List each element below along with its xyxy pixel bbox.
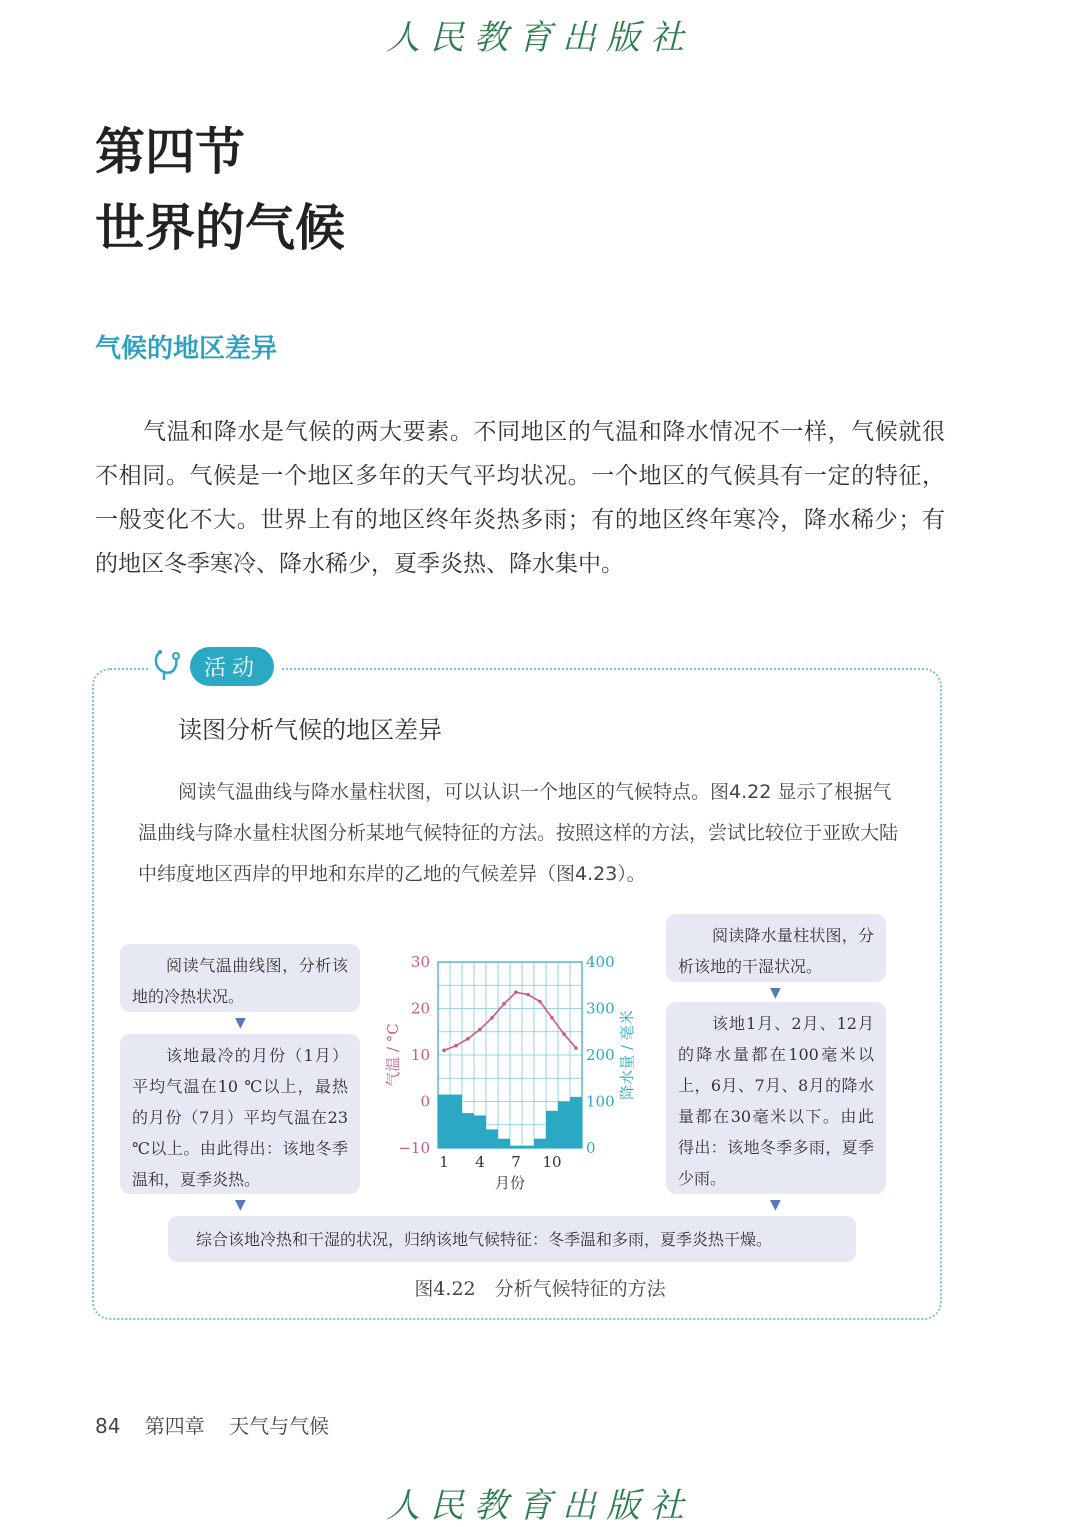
precipitation-bar — [570, 1097, 582, 1148]
stethoscope-icon — [150, 646, 190, 686]
note-text: 综合该地冷热和干湿的状况，归纳该地气候特征：冬季温和多雨，夏季炎热干燥。 — [196, 1230, 773, 1249]
temperature-point — [574, 1046, 578, 1050]
page-footer — [95, 1410, 329, 1439]
temperature-point — [466, 1037, 470, 1041]
chapter-title: 天气与气候 — [229, 1414, 330, 1438]
activity-label: 活动 — [190, 647, 274, 686]
arrow-down-icon: ▼ — [235, 1197, 246, 1213]
chapter-number: 第四章 — [144, 1414, 205, 1438]
temperature-tick-label: 20 — [410, 999, 430, 1018]
precipitation-bar — [462, 1113, 474, 1148]
precipitation-bar — [558, 1102, 570, 1149]
temperature-point — [502, 1002, 506, 1006]
section-title: 世界的气候 — [95, 198, 345, 257]
temperature-point — [562, 1032, 566, 1036]
body-text — [95, 410, 945, 586]
note-climate-summary — [168, 1216, 856, 1262]
month-axis-ticks — [439, 1153, 561, 1171]
temperature-point — [514, 990, 518, 994]
note-text: 阅读气温曲线图，分析该地的冷热状况。 — [132, 956, 348, 1006]
climate-chart — [376, 942, 652, 1202]
temperature-axis-ticks — [398, 953, 430, 1157]
figure-caption: 图4.22 分析气候特征的方法 — [414, 1278, 666, 1300]
precipitation-tick-label: 0 — [586, 1139, 596, 1157]
precipitation-tick-label: 200 — [586, 1046, 615, 1064]
note-text: 阅读降水量柱状图，分析该地的干湿状况。 — [678, 926, 874, 976]
body-paragraph: 气温和降水是气候的两大要素。不同地区的气温和降水情况不一样，气候就很不相同。气候是一个地区多年的天气平均状况。一个地区的气候具有一定的特征，一般变化不大。世界上有的地区终年炎热多雨；有的地区终年寒冷，降水稀少；有的地区冬季寒冷、降水稀少，夏季炎热、降水集中。 — [95, 419, 945, 577]
temperature-tick-label: 10 — [410, 1046, 430, 1064]
x-axis-label: 月份 — [494, 1174, 526, 1192]
temperature-point — [538, 1000, 542, 1004]
activity-title: 读图分析气候的地区差异 — [178, 716, 442, 744]
precipitation-axis-label: 降水量 / 毫米 — [618, 1010, 636, 1100]
note-text: 该地最冷的月份（1月）平均气温在10 ℃以上，最热的月份（7月）平均气温在23 ℃以上。由此得出：该地冬季温和，夏季炎热。 — [132, 1046, 348, 1189]
precipitation-bar — [450, 1095, 462, 1148]
temperature-tick-label: −10 — [398, 1139, 430, 1157]
temperature-tick-label: 30 — [410, 953, 430, 971]
note-precipitation-analysis — [666, 1002, 886, 1194]
precipitation-bar — [486, 1129, 498, 1148]
precipitation-axis-ticks — [586, 953, 615, 1157]
temperature-point — [478, 1028, 482, 1032]
arrow-down-icon: ▼ — [770, 1197, 781, 1213]
arrow-down-icon: ▼ — [235, 1015, 246, 1031]
precipitation-tick-label: 100 — [586, 1092, 615, 1111]
month-tick-label: 7 — [511, 1153, 521, 1171]
precipitation-bar — [534, 1139, 546, 1148]
temperature-point — [550, 1016, 554, 1020]
note-text: 该地1月、2月、12月的降水量都在100毫米以上，6月、7月、8月的降水量都在30毫米以下。由此得出：该地冬季多雨，夏季少雨。 — [678, 1014, 874, 1188]
month-tick-label: 10 — [542, 1153, 562, 1171]
activity-paragraph: 阅读气温曲线与降水量柱状图，可以认识一个地区的气候特点。图4.22 显示了根据气温曲线与降水量柱状图分析某地气候特征的方法。按照这样的方法，尝试比较位于亚欧大陆中纬度地区西岸的甲地和东岸的乙地的气候差异（图4.23）。 — [138, 781, 899, 885]
precipitation-bar — [474, 1115, 486, 1148]
temperature-point — [454, 1044, 458, 1048]
precipitation-bar — [546, 1111, 558, 1148]
precipitation-bar — [438, 1095, 450, 1148]
temperature-point — [490, 1016, 494, 1020]
temperature-tick-label: 0 — [420, 1092, 430, 1111]
precipitation-bar — [498, 1139, 510, 1148]
section-number-title: 第四节 — [95, 122, 245, 181]
note-read-temperature — [120, 944, 360, 1012]
arrow-down-icon: ▼ — [770, 985, 781, 1001]
precipitation-tick-label: 300 — [586, 999, 615, 1018]
month-tick-label: 1 — [439, 1153, 449, 1171]
subsection-heading: 气候的地区差异 — [95, 334, 278, 364]
activity-text — [138, 772, 903, 895]
page-number: 84 — [95, 1414, 121, 1438]
temperature-axis-label: 气温 / °C — [384, 1023, 402, 1087]
note-temperature-analysis — [120, 1034, 360, 1194]
temperature-point — [442, 1049, 446, 1053]
note-read-precipitation — [666, 914, 886, 982]
activity-tab — [150, 646, 282, 686]
publisher-watermark-bottom: 人民教育出版社 — [386, 1486, 694, 1526]
month-tick-label: 4 — [475, 1153, 485, 1171]
temperature-point — [526, 993, 530, 997]
publisher-watermark-top: 人民教育出版社 — [386, 18, 694, 58]
precipitation-tick-label: 400 — [586, 953, 615, 971]
